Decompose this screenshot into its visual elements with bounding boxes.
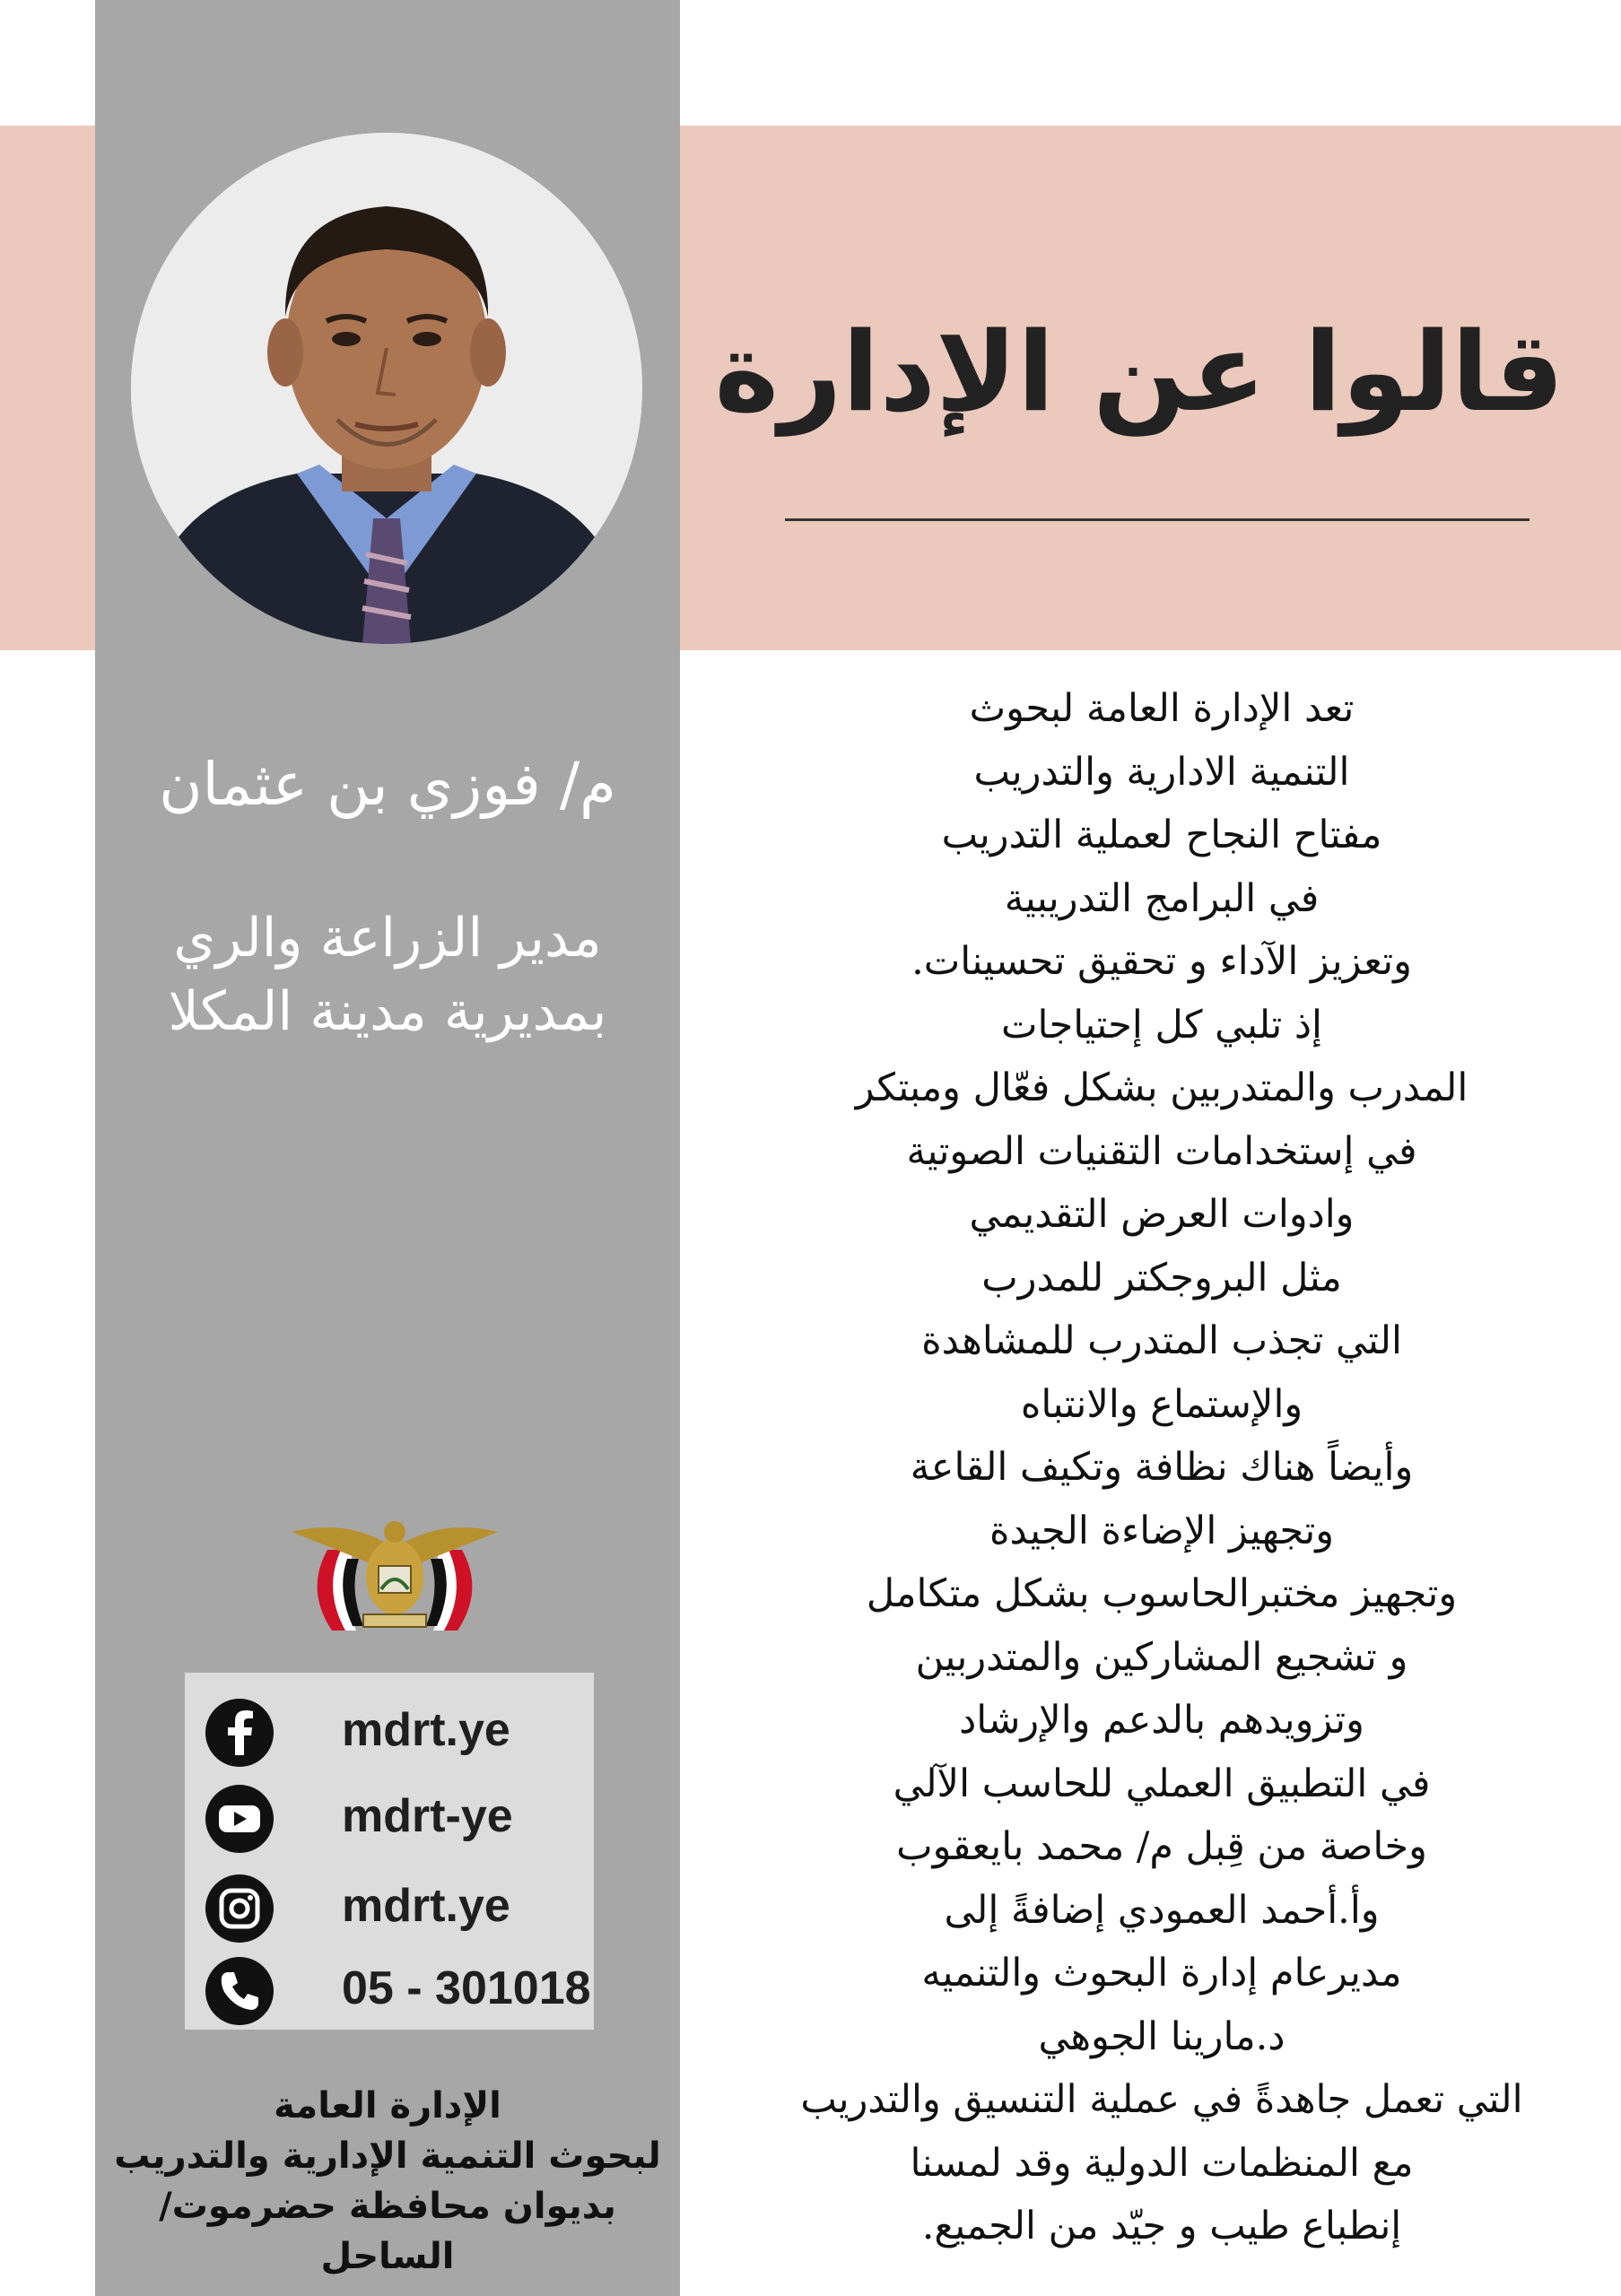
facebook-icon	[203, 1696, 276, 1770]
portrait-image	[131, 133, 642, 644]
yemen-emblem-icon	[292, 1514, 498, 1639]
instagram-icon	[203, 1872, 276, 1945]
testimonial-line: مديرعام إدارة البحوث والتنميه	[921, 1951, 1402, 1996]
testimonial-line: في البرامج التدريبية	[1004, 875, 1320, 921]
contact-row-youtube[interactable]	[203, 1779, 588, 1854]
phone-number: 05 - 301018	[342, 1962, 591, 2014]
testimonial-line: وتزويدهم بالدعم والإرشاد	[959, 1698, 1364, 1743]
testimonial-line: و تشجيع المشاركين والمتدربين	[915, 1634, 1408, 1680]
testimonial-line: وتجهيز الإضاءة الجيدة	[989, 1508, 1335, 1553]
organization-line: بديوان محافظة حضرموت/الساحل	[159, 2186, 616, 2277]
title-divider	[785, 518, 1529, 521]
testimonial-line: وادوات العرض التقديمي	[969, 1192, 1355, 1237]
testimonial-line: التي تجذب المتدرب للمشاهدة	[921, 1318, 1402, 1363]
organization-name	[95, 2081, 680, 2282]
contact-row-facebook[interactable]	[203, 1692, 588, 1768]
phone-icon	[203, 1954, 276, 2028]
organization-line: لبحوث التنمية الإدارية والتدريب	[114, 2135, 661, 2177]
testimonial-line: وأ.أحمد العمودي إضافةً إلى	[944, 1887, 1380, 1933]
facebook-handle: mdrt.ye	[342, 1704, 510, 1756]
testimonial-line: مفتاح النجاح لعملية التدريب	[941, 813, 1382, 857]
person-role	[95, 901, 680, 1048]
organization-line: الإدارة العامة	[274, 2085, 501, 2126]
testimonial-line: وخاصة من قِبل م/ محمد بايعقوب	[896, 1824, 1427, 1869]
testimonial-line: د.مارينا الجوهي	[1038, 2013, 1285, 2059]
testimonial-line: التنمية الادارية والتدريب	[973, 749, 1350, 795]
youtube-icon	[203, 1782, 276, 1856]
testimonial-line: مع المنظمات الدولية وقد لمسنا	[910, 2140, 1414, 2186]
youtube-handle: mdrt-ye	[342, 1790, 513, 1842]
testimonial-line: مثل البروجكتر للمدرب	[981, 1255, 1342, 1300]
testimonial-line: والإستماع والانتباه	[1020, 1381, 1303, 1427]
person-role-line: بمديرية مدينة المكلا	[168, 980, 607, 1043]
contact-row-phone[interactable]	[203, 1951, 591, 2026]
testimonial-line: في إستخدامات التقنيات الصوتية	[906, 1128, 1417, 1174]
person-role-line: مدير الزراعة والري	[173, 907, 602, 970]
testimonial-line: وأيضاً هناك نظافة وتكيف القاعة	[910, 1445, 1414, 1490]
testimonial-line: إنطباع طيب و جيّد من الجميع.	[921, 2204, 1402, 2248]
instagram-handle: mdrt.ye	[342, 1880, 510, 1932]
page-title: قالوا عن الإدارة	[714, 309, 1564, 436]
testimonial-line: تعد الإدارة العامة لبحوث	[969, 686, 1355, 731]
testimonial-text	[745, 677, 1579, 2258]
testimonial-line: المدرب والمتدربين بشكل فعّال ومبتكر	[855, 1065, 1468, 1110]
avatar	[131, 133, 642, 644]
testimonial-line: التي تعمل جاهدةً في عملية التنسيق والتدريب	[800, 2077, 1523, 2122]
testimonial-line: وتعزيز الآداء و تحقيق تحسينات.	[911, 939, 1412, 984]
contact-panel	[185, 1673, 594, 2030]
testimonial-line: وتجهيز مختبرالحاسوب بشكل متكامل	[866, 1571, 1458, 1616]
person-name: م/ فوزي بن عثمان	[159, 750, 616, 819]
testimonial-line: في التطبيق العملي للحاسب الآلي	[893, 1761, 1431, 1806]
testimonial-line: إذ تلبي كل إحتياجات	[1001, 1002, 1322, 1048]
contact-row-instagram[interactable]	[203, 1868, 588, 1944]
